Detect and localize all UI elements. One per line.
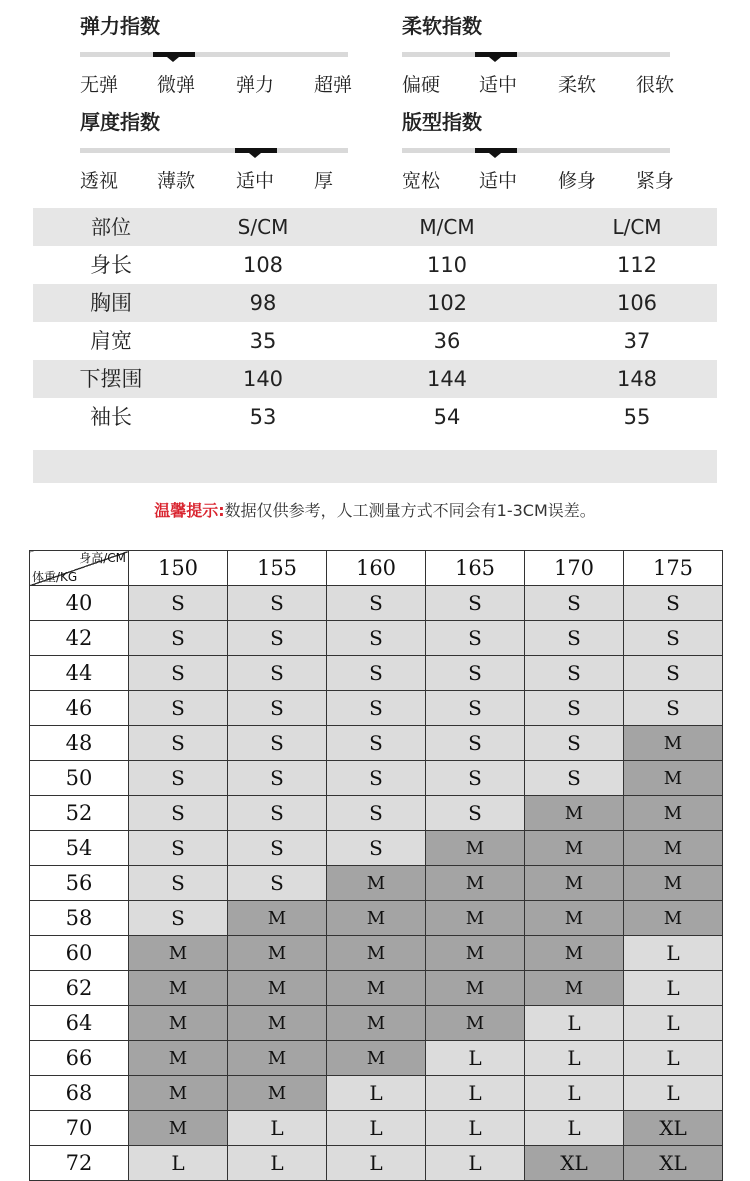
- height-header: 150: [129, 551, 228, 586]
- weight-cell: 48: [30, 726, 129, 761]
- size-cell: L: [228, 1111, 327, 1146]
- index-label: 紧身: [636, 170, 675, 192]
- size-table-header-cell: S/CM: [237, 215, 289, 239]
- grid-row: [30, 761, 723, 796]
- size-table-header-cell: M/CM: [419, 215, 475, 239]
- size-table-cell: 胸围: [90, 291, 132, 315]
- size-cell: M: [525, 831, 624, 866]
- size-cell: S: [228, 831, 327, 866]
- size-cell: M: [426, 971, 525, 1006]
- size-cell: S: [327, 726, 426, 761]
- size-table-header: [33, 208, 717, 246]
- size-cell: S: [129, 761, 228, 796]
- size-cell: M: [129, 1076, 228, 1111]
- size-table-cell: 98: [249, 291, 277, 315]
- size-cell: L: [624, 1006, 723, 1041]
- size-cell: S: [129, 901, 228, 936]
- size-cell: S: [228, 621, 327, 656]
- weight-cell: 66: [30, 1041, 129, 1076]
- size-cell: S: [327, 586, 426, 621]
- height-header: 160: [327, 551, 426, 586]
- size-cell: S: [228, 866, 327, 901]
- size-table-row: [33, 398, 717, 436]
- index-track: [80, 148, 348, 153]
- index-label: 无弹: [80, 74, 119, 96]
- grid-row: [30, 831, 723, 866]
- index-softness: [402, 10, 678, 100]
- size-cell: M: [129, 971, 228, 1006]
- index-track: [402, 148, 670, 153]
- size-cell: S: [129, 796, 228, 831]
- grid-row: [30, 936, 723, 971]
- index-label: 微弹: [157, 74, 196, 96]
- weight-cell: 52: [30, 796, 129, 831]
- weight-cell: 68: [30, 1076, 129, 1111]
- size-cell: L: [525, 1076, 624, 1111]
- size-table-row: [33, 246, 717, 284]
- size-cell: M: [525, 936, 624, 971]
- size-cell: L: [327, 1076, 426, 1111]
- size-table-cell: 140: [242, 367, 284, 391]
- size-cell: S: [327, 621, 426, 656]
- size-table-cell: 102: [426, 291, 468, 315]
- grid-row: [30, 656, 723, 691]
- size-cell: M: [525, 901, 624, 936]
- size-cell: M: [624, 726, 723, 761]
- weight-cell: 72: [30, 1146, 129, 1181]
- size-cell: M: [228, 971, 327, 1006]
- size-cell: S: [426, 726, 525, 761]
- measurement-tip: [0, 498, 750, 521]
- size-cell: M: [327, 866, 426, 901]
- grid-row: [30, 691, 723, 726]
- size-cell: XL: [624, 1146, 723, 1181]
- size-table-cell: 112: [616, 253, 658, 277]
- grid-header-row: [30, 551, 723, 586]
- size-cell: M: [327, 936, 426, 971]
- size-cell: S: [327, 656, 426, 691]
- size-cell: S: [426, 761, 525, 796]
- index-label: 很软: [636, 74, 675, 96]
- size-cell: M: [525, 866, 624, 901]
- index-label: 超弹: [314, 74, 353, 96]
- size-cell: S: [327, 831, 426, 866]
- grid-row: [30, 1041, 723, 1076]
- size-cell: S: [228, 796, 327, 831]
- size-cell: M: [228, 1076, 327, 1111]
- index-title: 版型指数: [402, 110, 482, 134]
- size-cell: S: [624, 586, 723, 621]
- size-cell: M: [129, 1041, 228, 1076]
- size-table-cell: 35: [249, 329, 277, 353]
- size-cell: S: [327, 691, 426, 726]
- size-cell: M: [426, 1006, 525, 1041]
- size-cell: M: [327, 901, 426, 936]
- size-table-cell: 54: [433, 405, 461, 429]
- weight-cell: 50: [30, 761, 129, 796]
- index-label: 修身: [558, 170, 597, 192]
- index-label: 偏硬: [402, 74, 441, 96]
- index-label: 透视: [80, 170, 119, 192]
- weight-cell: 46: [30, 691, 129, 726]
- size-cell: L: [426, 1041, 525, 1076]
- index-labels: [80, 70, 356, 96]
- weight-cell: 64: [30, 1006, 129, 1041]
- index-marker: [475, 148, 517, 153]
- grid-corner: [30, 551, 129, 586]
- size-cell: L: [426, 1146, 525, 1181]
- size-table-cell: 53: [249, 405, 277, 429]
- size-cell: L: [525, 1111, 624, 1146]
- grid-row: [30, 1111, 723, 1146]
- size-cell: S: [228, 726, 327, 761]
- weight-cell: 44: [30, 656, 129, 691]
- size-cell: M: [426, 831, 525, 866]
- size-table-cell: 袖长: [90, 405, 132, 429]
- size-cell: L: [624, 971, 723, 1006]
- size-cell: S: [228, 761, 327, 796]
- size-recommendation-grid: [29, 550, 723, 1181]
- index-label: 薄款: [157, 170, 196, 192]
- tip-text: 数据仅供参考，人工测量方式不同会有1-3CM误差。: [224, 501, 596, 520]
- size-cell: M: [129, 1111, 228, 1146]
- size-table-cell: 148: [616, 367, 658, 391]
- size-cell: M: [129, 1006, 228, 1041]
- size-cell: S: [129, 586, 228, 621]
- index-labels: [80, 166, 356, 192]
- size-cell: L: [525, 1006, 624, 1041]
- weight-cell: 54: [30, 831, 129, 866]
- size-cell: M: [327, 1041, 426, 1076]
- size-table-row: [33, 284, 717, 322]
- grid-row: [30, 1146, 723, 1181]
- size-cell: L: [228, 1146, 327, 1181]
- corner-height-label: 身高/CM: [79, 551, 126, 565]
- size-table-cell: 身长: [90, 253, 132, 277]
- size-cell: S: [228, 586, 327, 621]
- size-table-row: [33, 360, 717, 398]
- index-title: 厚度指数: [80, 110, 160, 134]
- grid-row: [30, 726, 723, 761]
- size-cell: S: [624, 691, 723, 726]
- weight-cell: 40: [30, 586, 129, 621]
- index-labels: [402, 166, 678, 192]
- weight-cell: 62: [30, 971, 129, 1006]
- size-cell: S: [525, 761, 624, 796]
- size-cell: L: [624, 1041, 723, 1076]
- size-table: [33, 208, 717, 483]
- size-cell: M: [426, 901, 525, 936]
- grid-row: [30, 621, 723, 656]
- size-cell: M: [228, 901, 327, 936]
- size-cell: S: [327, 761, 426, 796]
- grid-row: [30, 586, 723, 621]
- index-label: 柔软: [558, 74, 597, 96]
- index-track: [402, 52, 670, 57]
- index-label: 宽松: [402, 170, 441, 192]
- weight-cell: 70: [30, 1111, 129, 1146]
- size-cell: M: [426, 936, 525, 971]
- size-cell: L: [426, 1076, 525, 1111]
- size-cell: M: [228, 1006, 327, 1041]
- size-cell: M: [525, 796, 624, 831]
- size-cell: S: [327, 796, 426, 831]
- size-table-cell: 37: [623, 329, 651, 353]
- grid-row: [30, 901, 723, 936]
- size-cell: S: [525, 691, 624, 726]
- size-cell: S: [426, 586, 525, 621]
- size-cell: S: [525, 621, 624, 656]
- size-table-cell: 36: [433, 329, 461, 353]
- index-track: [80, 52, 348, 57]
- weight-cell: 60: [30, 936, 129, 971]
- size-cell: L: [327, 1146, 426, 1181]
- size-cell: M: [624, 796, 723, 831]
- size-cell: L: [327, 1111, 426, 1146]
- size-table-cell: 144: [426, 367, 468, 391]
- index-label: 适中: [479, 170, 518, 192]
- grid-row: [30, 1006, 723, 1041]
- size-table-spacer: [33, 436, 717, 450]
- weight-cell: 42: [30, 621, 129, 656]
- size-cell: L: [624, 936, 723, 971]
- weight-cell: 56: [30, 866, 129, 901]
- index-label: 适中: [479, 74, 518, 96]
- size-table-footer-band: [33, 450, 717, 483]
- index-thickness: [80, 106, 356, 196]
- size-cell: M: [129, 936, 228, 971]
- index-elasticity: [80, 10, 356, 100]
- index-marker: [153, 52, 195, 57]
- index-labels: [402, 70, 678, 96]
- size-cell: S: [129, 726, 228, 761]
- size-cell: L: [525, 1041, 624, 1076]
- size-table-cell: 108: [242, 253, 284, 277]
- size-cell: M: [624, 901, 723, 936]
- size-cell: S: [624, 621, 723, 656]
- size-cell: S: [129, 656, 228, 691]
- size-table-header-cell: L/CM: [612, 215, 662, 239]
- size-cell: M: [327, 971, 426, 1006]
- grid-row: [30, 796, 723, 831]
- size-cell: M: [624, 866, 723, 901]
- size-cell: S: [129, 866, 228, 901]
- size-cell: XL: [624, 1111, 723, 1146]
- size-cell: S: [228, 691, 327, 726]
- index-fit: [402, 106, 678, 196]
- size-cell: S: [426, 796, 525, 831]
- height-header: 155: [228, 551, 327, 586]
- size-cell: S: [624, 656, 723, 691]
- size-table-cell: 55: [623, 405, 651, 429]
- size-cell: S: [426, 656, 525, 691]
- size-cell: M: [228, 936, 327, 971]
- index-label: 厚: [314, 170, 334, 192]
- size-cell: M: [624, 831, 723, 866]
- size-cell: S: [525, 726, 624, 761]
- size-cell: S: [129, 621, 228, 656]
- size-cell: L: [426, 1111, 525, 1146]
- index-label: 弹力: [236, 74, 275, 96]
- size-cell: S: [129, 691, 228, 726]
- size-cell: XL: [525, 1146, 624, 1181]
- size-table-cell: 下摆围: [79, 367, 143, 391]
- size-cell: L: [624, 1076, 723, 1111]
- grid-row: [30, 866, 723, 901]
- index-marker: [235, 148, 277, 153]
- corner-weight-label: 体重/KG: [32, 570, 78, 584]
- size-cell: M: [426, 866, 525, 901]
- index-label: 适中: [236, 170, 275, 192]
- size-cell: M: [525, 971, 624, 1006]
- size-table-cell: 110: [426, 253, 468, 277]
- height-header: 175: [624, 551, 723, 586]
- size-cell: M: [228, 1041, 327, 1076]
- size-cell: S: [426, 691, 525, 726]
- index-title: 弹力指数: [80, 14, 160, 38]
- index-marker: [475, 52, 517, 57]
- size-cell: L: [129, 1146, 228, 1181]
- size-cell: M: [624, 761, 723, 796]
- tip-label: 温馨提示:: [154, 501, 225, 520]
- size-cell: S: [525, 656, 624, 691]
- index-title: 柔软指数: [402, 14, 482, 38]
- size-cell: S: [426, 621, 525, 656]
- weight-cell: 58: [30, 901, 129, 936]
- size-cell: M: [327, 1006, 426, 1041]
- size-cell: S: [525, 586, 624, 621]
- size-table-cell: 肩宽: [90, 329, 132, 353]
- size-cell: S: [228, 656, 327, 691]
- height-header: 170: [525, 551, 624, 586]
- size-table-cell: 106: [616, 291, 658, 315]
- size-table-header-cell: 部位: [91, 215, 131, 239]
- size-table-row: [33, 322, 717, 360]
- size-cell: S: [129, 831, 228, 866]
- grid-row: [30, 971, 723, 1006]
- grid-row: [30, 1076, 723, 1111]
- height-header: 165: [426, 551, 525, 586]
